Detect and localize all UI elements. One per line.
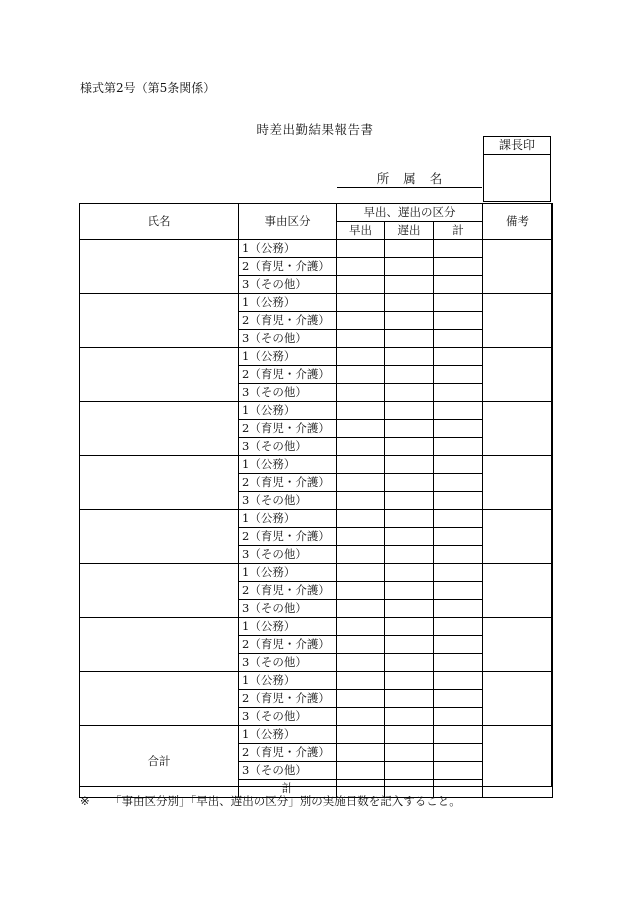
early-cell[interactable] bbox=[337, 294, 385, 312]
late-cell[interactable] bbox=[385, 726, 434, 744]
late-cell[interactable] bbox=[385, 312, 434, 330]
header-remarks: 備考 bbox=[483, 204, 553, 240]
table-row bbox=[80, 510, 553, 528]
total-cell[interactable] bbox=[434, 564, 483, 582]
early-cell[interactable] bbox=[337, 330, 385, 348]
early-cell[interactable] bbox=[337, 276, 385, 294]
total-cell[interactable] bbox=[434, 618, 483, 636]
early-cell[interactable] bbox=[337, 546, 385, 564]
sum-label: 計 bbox=[239, 780, 337, 798]
table-row bbox=[80, 402, 553, 420]
late-cell[interactable] bbox=[385, 402, 434, 420]
category-cell: 2（育児・介護） bbox=[239, 582, 337, 600]
table-row bbox=[80, 348, 553, 366]
footnote-text: 「事由区分別」「早出、遅出の区分」別の実施日数を記入すること。 bbox=[110, 794, 461, 808]
total-cell[interactable] bbox=[434, 456, 483, 474]
category-cell: 1（公務） bbox=[239, 456, 337, 474]
late-cell[interactable] bbox=[385, 600, 434, 618]
name-cell[interactable] bbox=[80, 564, 239, 618]
category-cell: 3（その他） bbox=[239, 600, 337, 618]
early-cell[interactable] bbox=[337, 258, 385, 276]
total-cell[interactable] bbox=[434, 366, 483, 384]
early-cell[interactable] bbox=[337, 654, 385, 672]
remarks-cell[interactable] bbox=[483, 618, 553, 672]
category-cell: 1（公務） bbox=[239, 294, 337, 312]
total-cell[interactable] bbox=[434, 330, 483, 348]
early-cell[interactable] bbox=[337, 744, 385, 762]
late-cell[interactable] bbox=[385, 258, 434, 276]
early-cell[interactable] bbox=[337, 600, 385, 618]
total-cell[interactable] bbox=[434, 726, 483, 744]
total-cell[interactable] bbox=[434, 312, 483, 330]
early-cell[interactable] bbox=[337, 402, 385, 420]
header-early-late-group: 早出、遅出の区分 bbox=[337, 204, 483, 222]
remarks-cell[interactable] bbox=[483, 726, 553, 798]
total-cell[interactable] bbox=[434, 294, 483, 312]
late-cell[interactable] bbox=[385, 456, 434, 474]
category-cell: 3（その他） bbox=[239, 384, 337, 402]
name-cell[interactable] bbox=[80, 294, 239, 348]
category-cell: 1（公務） bbox=[239, 726, 337, 744]
late-cell[interactable] bbox=[385, 690, 434, 708]
form-number: 様式第2号（第5条関係） bbox=[80, 81, 216, 95]
early-cell[interactable] bbox=[337, 690, 385, 708]
total-cell[interactable] bbox=[434, 546, 483, 564]
category-cell: 3（その他） bbox=[239, 654, 337, 672]
department-field[interactable]: 所属名 bbox=[337, 171, 482, 188]
category-cell: 2（育児・介護） bbox=[239, 690, 337, 708]
late-cell[interactable] bbox=[385, 492, 434, 510]
early-cell[interactable] bbox=[337, 492, 385, 510]
category-cell: 1（公務） bbox=[239, 564, 337, 582]
late-cell[interactable] bbox=[385, 240, 434, 258]
category-cell: 1（公務） bbox=[239, 618, 337, 636]
early-cell[interactable] bbox=[337, 582, 385, 600]
late-cell[interactable] bbox=[385, 546, 434, 564]
early-cell[interactable] bbox=[337, 420, 385, 438]
late-cell[interactable] bbox=[385, 438, 434, 456]
header-name: 氏名 bbox=[80, 204, 239, 240]
footnote bbox=[80, 793, 461, 809]
late-cell[interactable] bbox=[385, 618, 434, 636]
category-cell: 3（その他） bbox=[239, 708, 337, 726]
category-cell: 2（育児・介護） bbox=[239, 366, 337, 384]
late-cell[interactable] bbox=[385, 276, 434, 294]
early-cell[interactable] bbox=[337, 510, 385, 528]
total-cell[interactable] bbox=[434, 600, 483, 618]
late-cell[interactable] bbox=[385, 564, 434, 582]
category-cell: 3（その他） bbox=[239, 330, 337, 348]
header-late: 遅出 bbox=[385, 222, 434, 240]
total-cell[interactable] bbox=[434, 690, 483, 708]
early-cell[interactable] bbox=[337, 366, 385, 384]
header-early: 早出 bbox=[337, 222, 385, 240]
name-cell[interactable] bbox=[80, 348, 239, 402]
category-cell: 2（育児・介護） bbox=[239, 258, 337, 276]
early-cell[interactable] bbox=[337, 618, 385, 636]
stamp-label: 課長印 bbox=[484, 137, 550, 155]
name-cell[interactable] bbox=[80, 456, 239, 510]
total-cell[interactable] bbox=[434, 402, 483, 420]
category-cell: 2（育児・介護） bbox=[239, 312, 337, 330]
table-row bbox=[80, 294, 553, 312]
name-cell[interactable] bbox=[80, 510, 239, 564]
late-cell[interactable] bbox=[385, 348, 434, 366]
late-cell[interactable] bbox=[385, 636, 434, 654]
category-cell: 3（その他） bbox=[239, 546, 337, 564]
section-chief-stamp-box[interactable] bbox=[483, 136, 551, 202]
early-cell[interactable] bbox=[337, 726, 385, 744]
table-row bbox=[80, 240, 553, 258]
late-cell[interactable] bbox=[385, 672, 434, 690]
total-cell[interactable] bbox=[434, 240, 483, 258]
late-cell[interactable] bbox=[385, 474, 434, 492]
name-cell[interactable] bbox=[80, 618, 239, 672]
late-cell[interactable] bbox=[385, 510, 434, 528]
late-cell[interactable] bbox=[385, 420, 434, 438]
remarks-cell[interactable] bbox=[483, 456, 553, 510]
late-cell[interactable] bbox=[385, 384, 434, 402]
total-cell[interactable] bbox=[434, 276, 483, 294]
total-cell[interactable] bbox=[434, 528, 483, 546]
early-cell[interactable] bbox=[337, 762, 385, 780]
late-cell[interactable] bbox=[385, 762, 434, 780]
category-cell: 3（その他） bbox=[239, 438, 337, 456]
remarks-cell[interactable] bbox=[483, 564, 553, 618]
category-cell: 3（その他） bbox=[239, 762, 337, 780]
early-cell[interactable] bbox=[337, 438, 385, 456]
early-cell[interactable] bbox=[337, 384, 385, 402]
category-cell: 2（育児・介護） bbox=[239, 528, 337, 546]
early-cell[interactable] bbox=[337, 348, 385, 366]
header-category: 事由区分 bbox=[239, 204, 337, 240]
remarks-cell[interactable] bbox=[483, 348, 553, 402]
early-cell[interactable] bbox=[337, 456, 385, 474]
category-cell: 2（育児・介護） bbox=[239, 636, 337, 654]
total-table-row bbox=[80, 726, 553, 744]
total-cell[interactable] bbox=[434, 438, 483, 456]
category-cell: 3（その他） bbox=[239, 276, 337, 294]
early-cell[interactable] bbox=[337, 312, 385, 330]
total-cell[interactable] bbox=[434, 582, 483, 600]
early-cell[interactable] bbox=[337, 564, 385, 582]
remarks-cell[interactable] bbox=[483, 294, 553, 348]
grand-total-label: 合計 bbox=[80, 726, 239, 798]
total-cell[interactable] bbox=[434, 654, 483, 672]
table-row bbox=[80, 672, 553, 690]
total-cell[interactable] bbox=[434, 708, 483, 726]
total-cell[interactable] bbox=[434, 492, 483, 510]
early-cell[interactable] bbox=[337, 240, 385, 258]
total-cell[interactable] bbox=[434, 384, 483, 402]
total-cell[interactable] bbox=[434, 762, 483, 780]
early-cell[interactable] bbox=[337, 528, 385, 546]
category-cell: 1（公務） bbox=[239, 510, 337, 528]
total-cell[interactable] bbox=[434, 420, 483, 438]
late-cell[interactable] bbox=[385, 654, 434, 672]
early-cell[interactable] bbox=[337, 708, 385, 726]
table-row bbox=[80, 564, 553, 582]
name-cell[interactable] bbox=[80, 402, 239, 456]
late-cell[interactable] bbox=[385, 366, 434, 384]
attendance-report-table bbox=[79, 203, 553, 798]
total-cell[interactable] bbox=[434, 744, 483, 762]
category-cell: 3（その他） bbox=[239, 492, 337, 510]
total-cell[interactable] bbox=[434, 510, 483, 528]
late-cell[interactable] bbox=[385, 330, 434, 348]
table-row bbox=[80, 456, 553, 474]
early-cell[interactable] bbox=[337, 636, 385, 654]
total-cell[interactable] bbox=[434, 474, 483, 492]
late-cell[interactable] bbox=[385, 708, 434, 726]
late-cell[interactable] bbox=[385, 294, 434, 312]
category-cell: 1（公務） bbox=[239, 672, 337, 690]
remarks-cell[interactable] bbox=[483, 672, 553, 726]
footnote-mark: ※ bbox=[80, 794, 90, 808]
total-cell[interactable] bbox=[434, 258, 483, 276]
late-cell[interactable] bbox=[385, 744, 434, 762]
total-cell[interactable] bbox=[434, 672, 483, 690]
early-cell[interactable] bbox=[337, 474, 385, 492]
name-cell[interactable] bbox=[80, 240, 239, 294]
document-title: 時差出勤結果報告書 bbox=[256, 122, 374, 137]
category-cell: 1（公務） bbox=[239, 402, 337, 420]
late-cell[interactable] bbox=[385, 528, 434, 546]
header-total: 計 bbox=[434, 222, 483, 240]
total-cell[interactable] bbox=[434, 348, 483, 366]
remarks-cell[interactable] bbox=[483, 402, 553, 456]
remarks-cell[interactable] bbox=[483, 510, 553, 564]
early-cell[interactable] bbox=[337, 672, 385, 690]
category-cell: 1（公務） bbox=[239, 348, 337, 366]
category-cell: 2（育児・介護） bbox=[239, 744, 337, 762]
category-cell: 2（育児・介護） bbox=[239, 474, 337, 492]
category-cell: 1（公務） bbox=[239, 240, 337, 258]
table-row bbox=[80, 618, 553, 636]
total-cell[interactable] bbox=[434, 636, 483, 654]
category-cell: 2（育児・介護） bbox=[239, 420, 337, 438]
remarks-cell[interactable] bbox=[483, 240, 553, 294]
late-cell[interactable] bbox=[385, 582, 434, 600]
name-cell[interactable] bbox=[80, 672, 239, 726]
